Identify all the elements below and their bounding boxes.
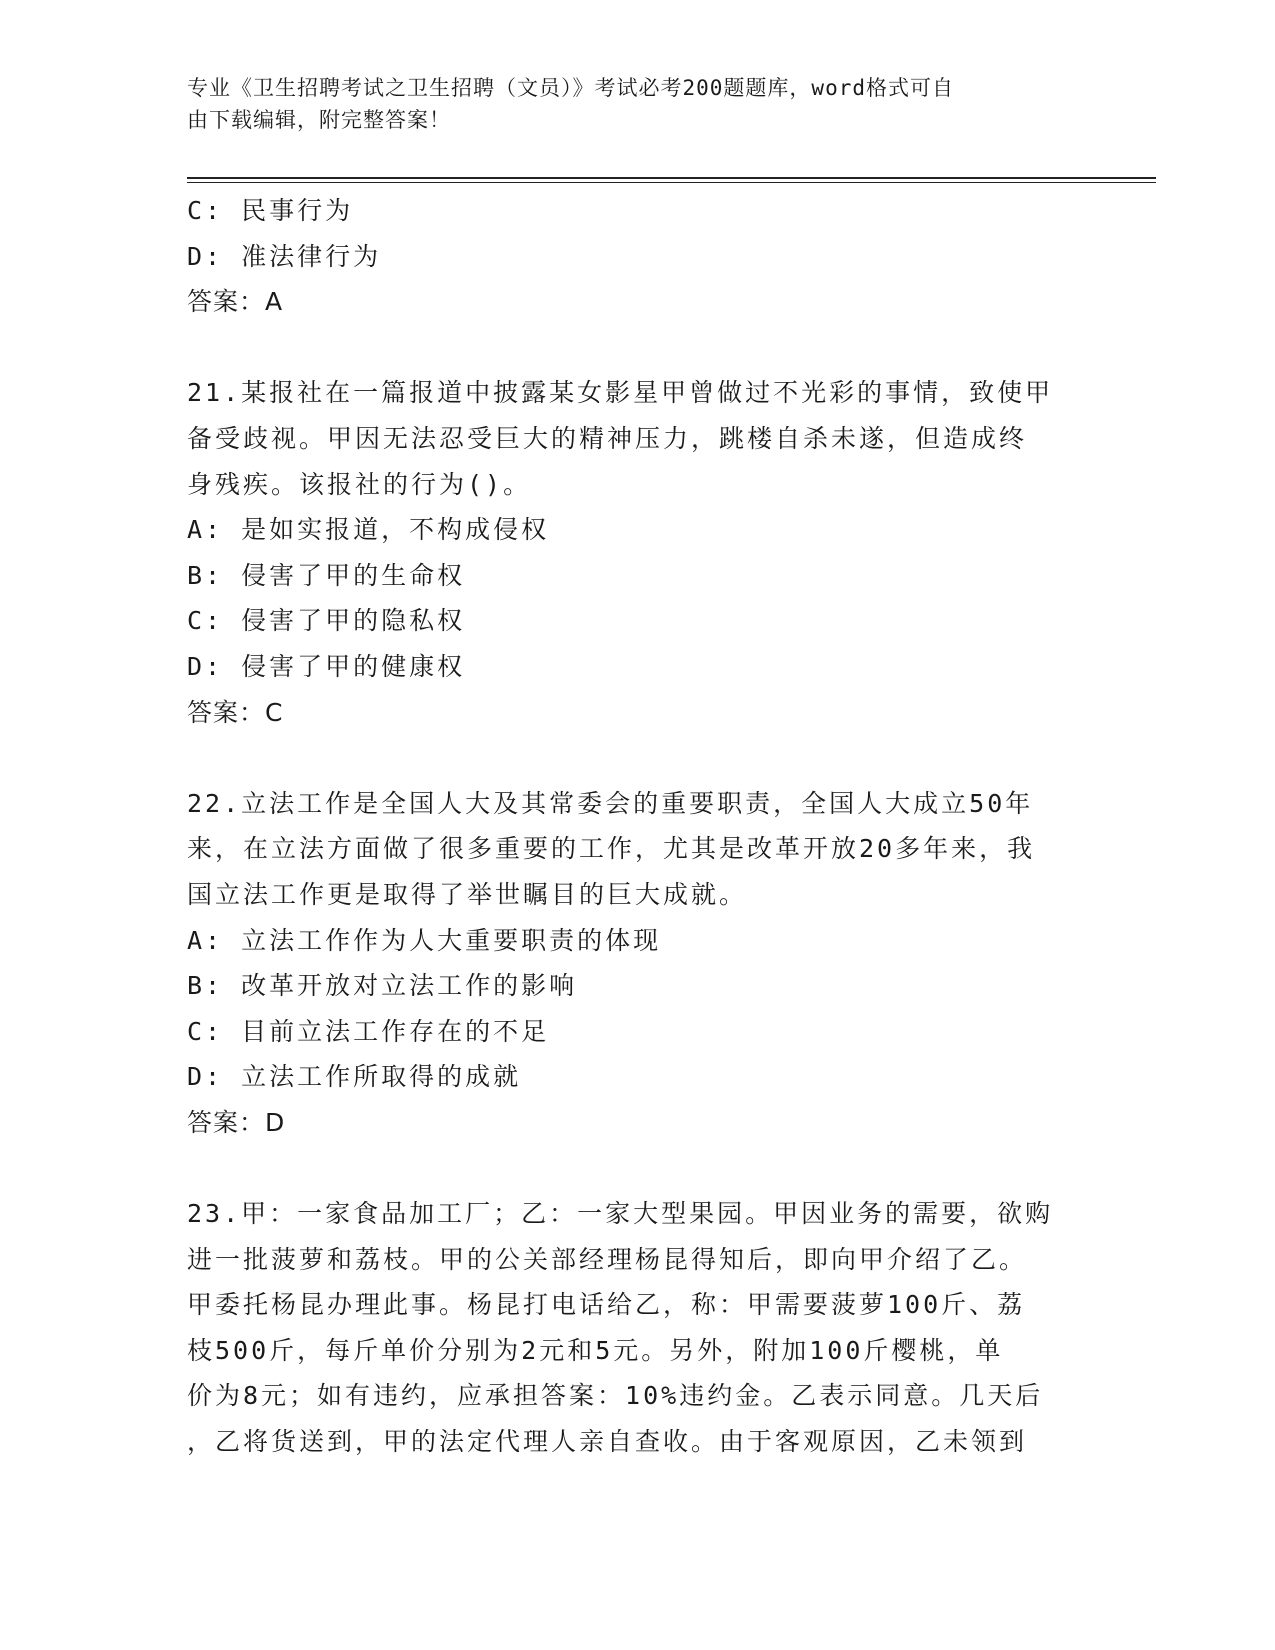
question-text-line: 国立法工作更是取得了举世瞩目的巨大成就。 xyxy=(187,879,748,909)
question-text-line: 甲委托杨昆办理此事。杨昆打电话给乙，称：甲需要菠萝100斤、荔 xyxy=(187,1290,1026,1320)
question-text-line: 枝500斤，每斤单价分别为2元和5元。另外，附加100斤樱桃，单 xyxy=(187,1335,1004,1365)
question-23 xyxy=(187,1191,1087,1465)
header-line-2: 由下载编辑，附完整答案！ xyxy=(187,108,451,132)
option-a: A: 是如实报道，不构成侵权 xyxy=(187,515,550,545)
document-header xyxy=(187,72,1067,136)
answer-line: 答案：D xyxy=(187,1107,286,1137)
question-text-line: 进一批菠萝和荔枝。甲的公关部经理杨昆得知后，即向甲介绍了乙。 xyxy=(187,1244,1028,1274)
option-d: D: 立法工作所取得的成就 xyxy=(187,1062,522,1092)
question-text-line: ，乙将货送到，甲的法定代理人亲自查收。由于客观原因，乙未领到 xyxy=(187,1427,1028,1457)
option-b: B: 改革开放对立法工作的影响 xyxy=(187,971,578,1001)
question-text-line: 价为8元；如有违约，应承担答案：10%违约金。乙表示同意。几天后 xyxy=(187,1381,1044,1411)
header-divider-thick xyxy=(187,177,1156,179)
option-a: A: 立法工作作为人大重要职责的体现 xyxy=(187,925,662,955)
option-c: C: 民事行为 xyxy=(187,196,354,225)
question-21 xyxy=(187,370,1087,735)
question-text-line: 21.某报社在一篇报道中披露某女影星甲曾做过不光彩的事情，致使甲 xyxy=(187,378,1054,408)
question-22 xyxy=(187,781,1087,1146)
option-c: C: 侵害了甲的隐私权 xyxy=(187,606,466,636)
spacer xyxy=(187,735,1087,781)
answer-line: 答案：A xyxy=(187,287,284,317)
option-c: C: 目前立法工作存在的不足 xyxy=(187,1016,550,1046)
answer-line: 答案：C xyxy=(187,697,284,727)
option-b: B: 侵害了甲的生命权 xyxy=(187,560,466,590)
document-body xyxy=(187,188,1087,1465)
option-d: D: 侵害了甲的健康权 xyxy=(187,651,466,681)
spacer xyxy=(187,325,1087,371)
question-text-line: 22.立法工作是全国人大及其常委会的重要职责，全国人大成立50年 xyxy=(187,788,1034,818)
question-text-line: 23.甲：一家食品加工厂；乙：一家大型果园。甲因业务的需要，欲购 xyxy=(187,1199,1054,1229)
question-text-line: 来，在立法方面做了很多重要的工作，尤其是改革开放20多年来，我 xyxy=(187,834,1036,864)
header-divider-thin xyxy=(187,182,1156,183)
option-d: D: 准法律行为 xyxy=(187,241,382,271)
spacer xyxy=(187,1145,1087,1191)
question-text-line: 身残疾。该报社的行为()。 xyxy=(187,469,532,499)
header-line-1: 专业《卫生招聘考试之卫生招聘（文员）》考试必考200题题库，word格式可自 xyxy=(187,76,954,100)
prev-question-tail xyxy=(187,188,1087,325)
question-text-line: 备受歧视。甲因无法忍受巨大的精神压力，跳楼自杀未遂，但造成终 xyxy=(187,423,1028,453)
